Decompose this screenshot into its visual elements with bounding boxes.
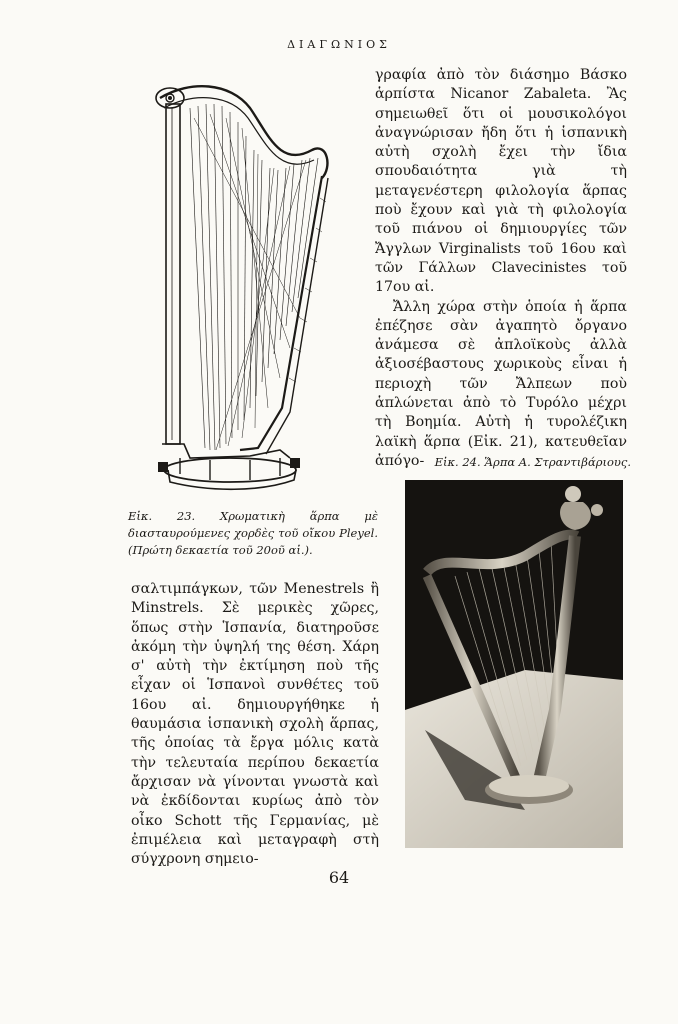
paragraph: γραφία ἀπὸ τὸν διάσημο Βάσκο ἁρπίστα Nicanor Zabaleta. Ἂς σημειωθεῖ ὅτι οἱ μουσικολόγοι ἀναγνώρισαν ἤδη ὅτι ἡ ἱσπανικὴ αὐτὴ σχολὴ ἔχει τὴν ἴδια σπουδαιότητα γιὰ τὴ μεταγενέστερη φιλολογία ἅρπας ποὺ ἔχουν καὶ γιὰ τὴ φιλολογία τοῦ πιάνου οἱ δημιουργίες τῶν Ἄγγλων Virginalists τοῦ 16ου καὶ τῶν Γάλλων Clavecinistes τοῦ 17ου αἰ. (375, 67, 627, 296)
figure-24-harp-photo (405, 480, 623, 848)
left-text-column (131, 580, 379, 869)
figure-24-caption: Εἰκ. 24. Ἅρπα Α. Στραντιβάριους. (434, 455, 631, 469)
page-number: 64 (328, 868, 350, 887)
running-header: ΔΙΑΓΩΝΙΟΣ (287, 38, 391, 51)
paragraph: σαλτιμπάγκων, τῶν Menestrels ἢ Minstrels. Σὲ μερικὲς χῶρες, ὅπως στὴν Ἱσπανία, διατηροῦσε ἀκόμη τὴν ὑψηλή της θέση. Χάρη σ' αὐτὴ τὴν ἐκτίμηση ποὺ τῆς εἶχαν οἱ Ἱσπανοὶ συνθέτες τοῦ 16ου αἰ. δημιουργήθηκε ἡ θαυμάσια ἱσπανικὴ σχολὴ ἅρπας, τῆς ὁποίας τὰ ἔργα μόλις κατὰ τὴν τελευταία περίπου δεκαετία ἄρχισαν νὰ γίνονται γνωστὰ καὶ νὰ ἐκδίδονται κυρίως ἀπὸ τὸν οἶκο Schott τῆς Γερμανίας, μὲ ἐπιμέλεια καὶ μεταγραφὴ στὴ σύγχρονη σημειο- (131, 581, 379, 868)
figure-23-caption: Εἰκ. 23. Χρωματικὴ ἅρπα μὲ διασταυρούμενες χορδὲς τοῦ οἴκου Pleyel. (Πρώτη δεκαετία τοῦ 20οῦ αἰ.). (128, 509, 378, 557)
figure-23-harp-engraving (150, 78, 345, 498)
paragraph: Ἄλλη χώρα στὴν ὁποία ἡ ἅρπα ἐπέζησε σὰν ἀγαπητὸ ὄργανο ἀνάμεσα σὲ ἀπλοϊκοὺς ἀλλὰ ἀξιοσέβαστους χωρικοὺς εἶναι ἡ περιοχὴ τῶν Ἄλπεων ποὺ ἁπλώνεται ἀπὸ τὸ Τυρόλο μέχρι τὴ Βοημία. Αὐτὴ ἡ τυρολέζικη λαϊκὴ ἅρπα (Εἰκ. 21), κατευθεῖαν ἀπόγο- (375, 298, 627, 469)
right-text-column (375, 66, 627, 471)
